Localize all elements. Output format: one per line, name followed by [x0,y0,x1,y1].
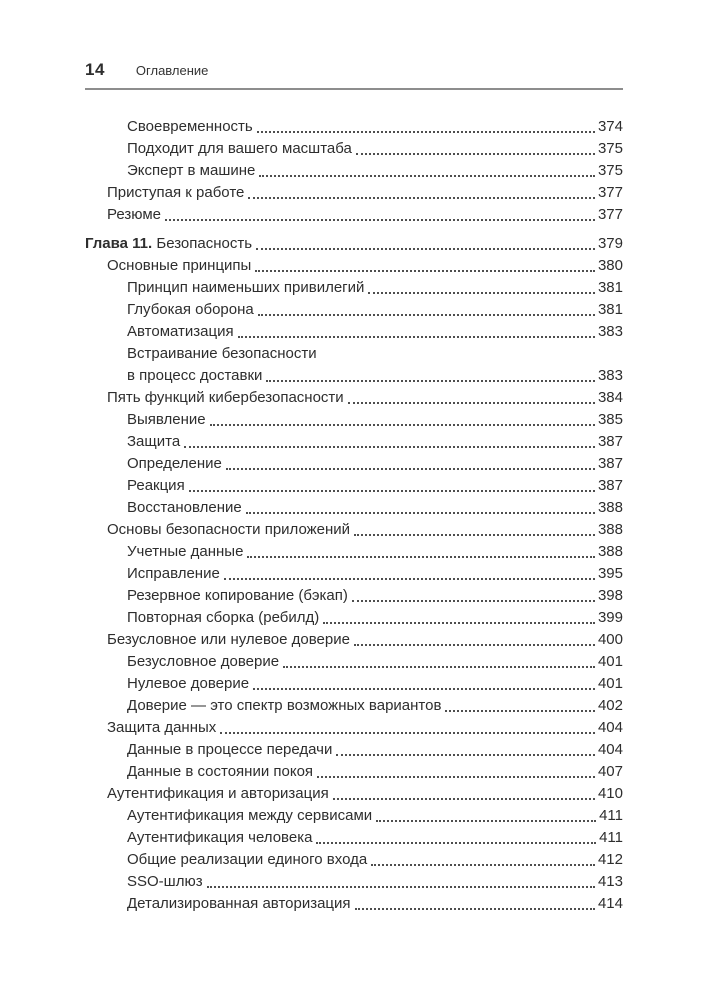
dot-leader [371,844,595,866]
toc-entry-title: Детализированная авторизация [127,895,351,912]
toc-entry-line [107,204,623,226]
toc-entry-page: 379 [597,235,623,252]
toc-entry-title: Безусловное доверие [127,653,280,670]
toc-entry-title: Защита [127,433,181,450]
toc-entry-title: Основные принципы [107,257,252,274]
toc-entry-title: Основы безопасности приложений [107,521,351,538]
dot-leader [207,866,595,888]
dot-leader [445,690,595,712]
dot-leader [323,602,595,624]
toc-entry-page: 388 [597,499,623,516]
toc-entry-title: Принцип наименьших привилегий [127,279,365,296]
toc-entry-title: Глубокая оборона [127,301,254,318]
toc-entry-page: 374 [597,118,623,135]
folio-page-number: 14 [85,60,105,79]
toc-entry-title: в процесс доставки [127,367,263,384]
toc-entry-title: Эксперт в машине [127,162,256,179]
toc-entry-title: Своевременность [127,118,253,135]
dot-leader [226,448,595,470]
toc-entry-page: 377 [597,206,623,223]
toc-entry-page: 387 [597,455,623,472]
toc-entry-page: 407 [597,763,623,780]
toc-entry-page: 411 [599,829,623,846]
toc-entry-line [127,321,623,343]
dot-leader [259,155,595,177]
dot-leader [352,580,595,602]
toc-entry-page: 375 [597,140,623,157]
dot-leader [247,536,595,558]
toc-entry-page: 400 [597,631,623,648]
toc-entry-title: SSO-шлюз [127,873,203,890]
toc-entry-title: Подходит для вашего масштаба [127,140,352,157]
toc-entry-page: 414 [597,895,623,912]
toc-entry-title: Повторная сборка (ребилд) [127,609,320,626]
toc-entry-page: 401 [597,675,623,692]
toc-entry-page: 413 [597,873,623,890]
dot-leader [348,382,595,404]
toc-entry-title: Безусловное или нулевое доверие [107,631,350,648]
toc-entry [85,204,623,226]
dot-leader [258,294,595,316]
toc-entry-page: 411 [599,807,623,824]
toc-entry-page: 377 [597,184,623,201]
toc-entry-page: 402 [597,697,623,714]
running-head [85,60,623,80]
toc-entry-line [127,893,623,915]
toc-entry-title: Аутентификация и авторизация [107,785,329,802]
toc-entry-title: Аутентификация человека [127,829,313,846]
toc-entry-title: Нулевое доверие [127,675,250,692]
toc-entry [85,893,623,915]
dot-leader [238,316,595,338]
toc-entry-page: 399 [597,609,623,626]
toc-entry-title: Данные в процессе передачи [127,741,333,758]
toc-entry-title: Приступая к работе [107,184,245,201]
dot-leader [255,250,595,272]
dot-leader [355,888,595,910]
toc-entry-title: Общие реализации единого входа [127,851,368,868]
header-rule [85,88,623,90]
toc-entry-title: Защита данных [107,719,217,736]
dot-leader [354,514,595,536]
toc-entry-page: 404 [597,741,623,758]
toc-entry-page: 412 [597,851,623,868]
toc-entry-page: 401 [597,653,623,670]
toc-entry-page: 395 [597,565,623,582]
toc-entry-page: 410 [597,785,623,802]
toc-entry-title: Исправление [127,565,220,582]
dot-leader [317,756,595,778]
toc-entry-title: Данные в состоянии покоя [127,763,314,780]
toc-entry-page: 383 [597,367,623,384]
toc-entry-page: 398 [597,587,623,604]
dot-leader [256,228,595,250]
dot-leader [336,734,595,756]
toc-entry-page: 380 [597,257,623,274]
toc-entry-title: Выявление [127,411,206,428]
dot-leader [189,470,595,492]
dot-leader [354,624,595,646]
dot-leader [246,492,595,514]
toc-chapter-label: Глава 11. [85,235,153,252]
toc-entry-title: Пять функций кибербезопасности [107,389,344,406]
toc-entry-page: 381 [597,301,623,318]
page-content [85,0,623,915]
toc-entry-page: 388 [597,543,623,560]
dot-leader [368,272,595,294]
toc-entry-title: Аутентификация между сервисами [127,807,373,824]
toc-entry-title: Реакция [127,477,185,494]
toc-entry-page: 383 [597,323,623,340]
toc-entry-title: Резюме [107,206,161,223]
toc-entry-page: 381 [597,279,623,296]
toc-list [85,116,623,915]
toc-entry-title: Автоматизация [127,323,234,340]
toc-entry [85,321,623,343]
toc-entry-page: 387 [597,433,623,450]
dot-leader [248,177,595,199]
dot-leader [376,800,596,822]
toc-entry-title: Встраивание безопасности [127,345,317,362]
toc-entry-page: 385 [597,411,623,428]
running-head-title: Оглавление [135,63,209,78]
toc-entry-title: Резервное копирование (бэкап) [127,587,348,604]
dot-leader [333,778,595,800]
dot-leader [257,111,595,133]
dot-leader [224,558,595,580]
toc-entry-title: Доверие — это спектр возможных вариантов [127,697,442,714]
toc-entry-page: 384 [597,389,623,406]
dot-leader [184,426,595,448]
toc-entry-title: Глава 11. Безопасность [85,235,253,252]
toc-entry-title: Восстановление [127,499,242,516]
toc-entry-page: 404 [597,719,623,736]
toc-entry-page: 387 [597,477,623,494]
toc-entry-title: Определение [127,455,222,472]
dot-leader [220,712,595,734]
dot-leader [210,404,595,426]
dot-leader [356,133,595,155]
dot-leader [316,822,596,844]
toc-entry-page: 375 [597,162,623,179]
dot-leader [266,360,595,382]
dot-leader [253,668,595,690]
toc-entry [85,343,623,387]
dot-leader [283,646,595,668]
toc-entry-title: Учетные данные [127,543,244,560]
toc-entry-page: 388 [597,521,623,538]
dot-leader [165,199,595,221]
